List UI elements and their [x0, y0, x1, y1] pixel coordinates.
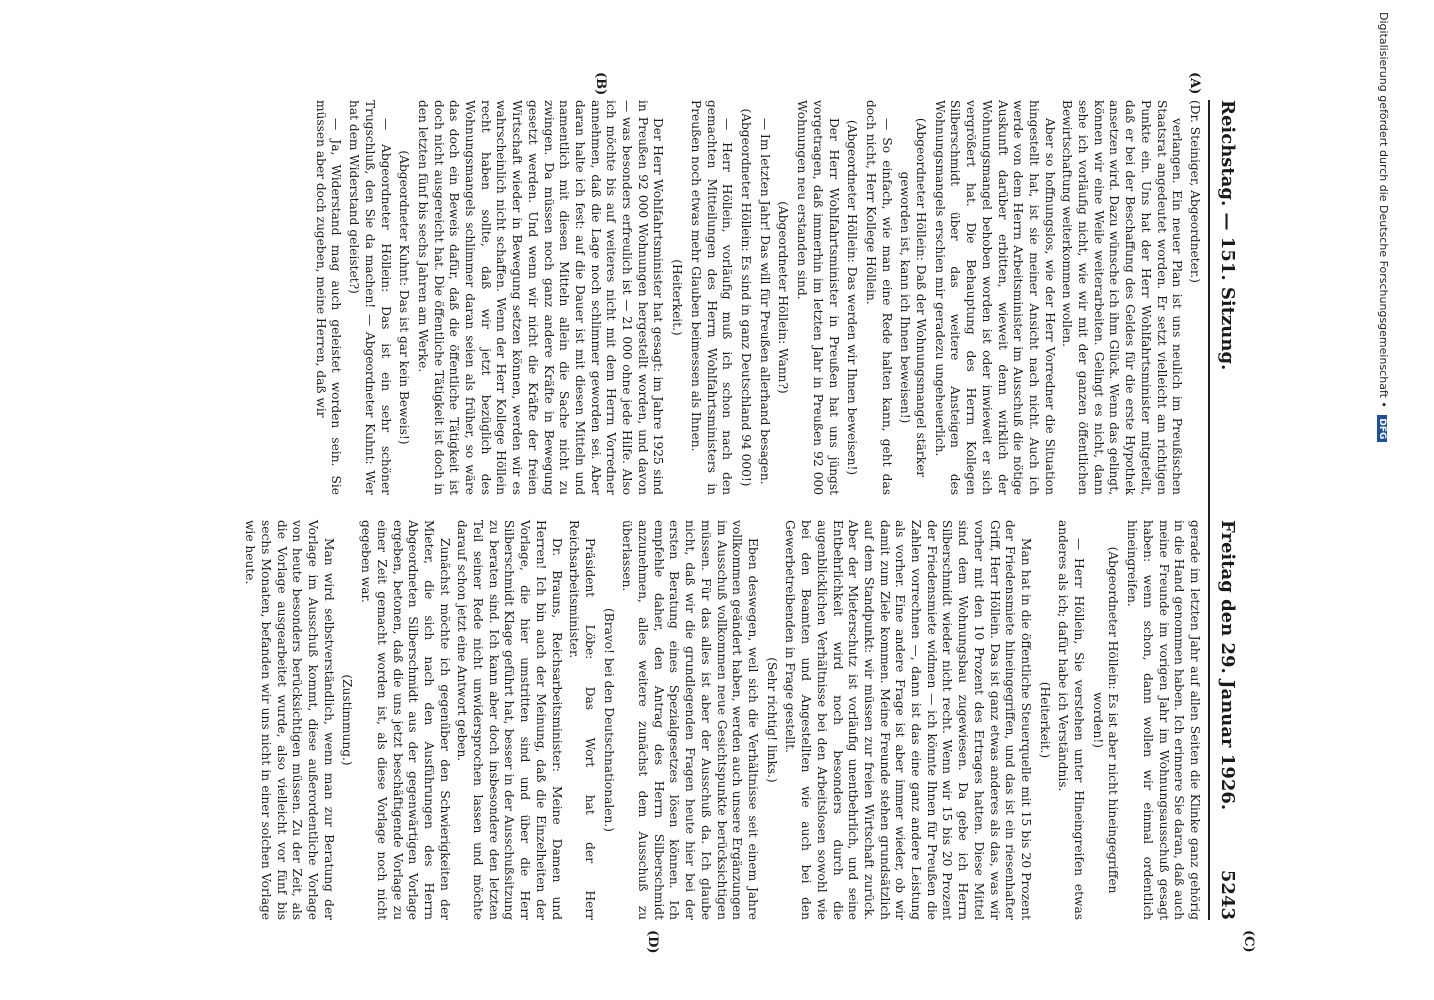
interjection: (Abgeordneter Kuhnt: Das ist gar kein Beweis!) [397, 150, 412, 445]
paragraph: Aber so hoffnungslos, wie der Herr Vorredner die Situation hingestellt hat, ist sie meiner Ansicht nach nicht. Auch ich werde von dem Herrn Arbeitsminister im Ausschuß die nötige Auskunft darüber erbitten, wieweit denn wirklich der Wohnungsmangel behoben worden ist oder inwieweit er sich vergrößert hat. Die Behauptung des Herrn Kollegen Silberschmidt über das weitere Ansteigen des Wohnungsmangels erschien mir geradezu ungeheuerlich. [932, 100, 1057, 495]
margin-marker-d: (D) [645, 930, 660, 954]
paragraph: — Ja, Widerstand mag auch geleistet worden sein. Sie müssen aber doch zugeben, meine Herren, daß wir [313, 100, 344, 495]
reaction: (Heiterkeit.) [1037, 681, 1052, 759]
paragraph: Man hat in die öffentliche Steuerquelle mit 15 bis 20 Prozent der Friedensmiete hineingegriffen, und das ist ein riesenhafter Griff, Herr Höllein. Das ist ganz etwas anderes als das, was wir vorher mit den 10 Prozent des Ertrages hatten. Diese Mittel sind dem Wohnungsbau zugewiesen. Da gebe ich Herrn Silberschmidt wieder nicht recht. Wenn wir 15 bis 20 Prozent der Friedensmiete widmen — ich könnte Ihnen für Preußen die Zahlen vorrechnen —, dann ist das eine ganz andere Leistung als vorher. Eine andere Frage ist aber immer wieder, ob wir damit zum Ziele kommen. Meine Freunde stehen grundsätzlich auf dem Standpunkt: wir müssen zur freien Wirtschaft zurück. Aber der Mieterschutz ist vorläufig unentbehrlich, und seine Entbehrlichkeit wird noch besonders durch die augenblicklichen Verhältnisse bei den Arbeitslosen sowohl wie bei den Beamten und Angestellten wie auch bei den Gewerbetreibenden in Frage gestellt. [783, 520, 1033, 920]
interjection: — Abgeordneter Höllein: Das ist ein sehr schöner Trugschluß, den Sie da machen! — Abgeordneter Kuhnt: Wer hat dem Widerstand geleistet?) [347, 100, 393, 495]
paragraph: — Im letzten Jahr! Das will für Preußen allerhand besagen. [757, 118, 772, 485]
paragraph: gerade im letzten Jahr auf allen Seiten die Klinke ganz gehörig in die Hand genommen haben. Ich erinnere Sie daran, daß auch meine Freunde im vorigen Jahr im Wohnungsausschuß gesagt haben: wenn schon, dann wollen wir einmal ordentlich hineingreifen. [1125, 520, 1202, 920]
speaker-paragraph: Dr. Brauns, Reichsarbeitsminister: Meine Damen und Herren! Ich bin auch der Meinung, daß die Einzelheiten der Vorlage, die hier umstritten sind und über die Herr Silberschmidt Klage geführt hat, besser in der Ausschußsitzung zu beraten sind. Ich kann aber doch insbesondere den letzten Teil seiner Rede nicht unwidersprochen lassen und möchte darauf schon jetzt eine Antwort geben. [455, 520, 564, 920]
stamp-text-wrapper [1374, 12, 1390, 972]
paragraph: Zunächst möchte ich gegenüber den Schwierigkeiten der Mieter, die sich nach den Ausführungen des Herrn Abgeordneten Silberschmidt aus der gegenwärtigen Vorlage ergeben, betonen, daß die uns jetzt beschäftigende Vorlage zu einer Zeit gemacht worden ist, als diese Vorlage noch nicht gegeben war. [359, 520, 452, 920]
reaction: (Sehr richtig! links.) [764, 657, 779, 783]
stamp-text: Digitalisierung gefördert durch die Deutsche Forschungsgemeinschaft • [1377, 12, 1390, 408]
paragraph: Man wird selbstverständlich, wenn man zur Beratung der Vorlage im Ausschuß kommt, diese außerordentliche Vorlage von heute besonders berücksichtigen müssen. Zu der Zeit, als die Vorlage ausgearbeitet wurde, also vielleicht vor fünf bis sechs Monaten, befanden wir uns nicht in einer solchen Vorlage wie heute. [243, 520, 336, 920]
reaction: (Zustimmung.) [340, 674, 355, 766]
header-left: Reichstag. — 151. Sitzung. [1217, 100, 1238, 371]
president-statement: Präsident Löbe: Das Wort hat der Herr Reichsarbeitsminister. [567, 520, 597, 920]
margin-marker-b: (B) [593, 72, 608, 96]
paragraph: — Herr Höllein, Sie verstehen unter Hineingreifen etwas anderes als ich; dafür habe ich Verständnis. [1056, 520, 1087, 920]
reaction: (Heiterkeit.) [670, 259, 685, 336]
reaction: (Bravo! bei den Deutschnationalen.) [601, 608, 616, 832]
margin-marker-a: (A) [1187, 72, 1202, 95]
column-left [310, 100, 1202, 495]
margin-marker-c: (C) [1241, 930, 1256, 953]
page-header [1208, 100, 1240, 920]
digitization-stamp [1328, 0, 1434, 1000]
paragraph: Der Herr Wohlfahrtsminister hat gesagt: im Jahre 1925 sind in Preußen 92 000 Wohnungen hergestellt worden, und davon — was besonders erfreulich ist — 21 000 ohne jede Hilfe. Also ich möchte bis auf weiteres nicht mit dem Herrn Vorredner annehmen, daß die Lage noch schlimmer geworden sei. Aber daran halte ich fest: auf die Dauer ist mit diesen Mitteln und namentlich mit diesen Mitteln allein die Sache nicht zu zwingen. Da müssen noch ganz andere Kräfte in Bewegung gesetzt werden. Und wenn wir nicht die Kräfte der freien Wirtschaft wieder in Bewegung setzen können, werden wir es wahrscheinlich nicht schaffen. Wenn der Herr Kollege Höllein recht haben sollte, daß wir jetzt bezüglich des Wohnungsmangels schlimmer daran seien als früher, so wäre das doch ein Beweis dafür, daß die öffentliche Tätigkeit ist doch nicht ausgereicht hat. Die öffentliche Tätigkeit ist doch in den letzten fünf bis sechs Jahren am Werke. [415, 100, 666, 495]
paragraph: Der Herr Wohlfahrtsminister in Preußen hat uns jüngst vorgetragen, daß immerhin im letzten Jahr in Preußen 92 000 Wohnungen neu erstanden sind. [795, 100, 841, 495]
paragraph: — So einfach, wie man eine Rede halten kann, geht das doch nicht, Herr Kollege Höllein. [863, 100, 894, 495]
interjection: (Abgeordneter Höllein: Das werden wir Ihnen beweisen!) [845, 119, 860, 476]
interjection: (Abgeordneter Höllein: Wann?) [776, 201, 791, 394]
interjection: (Abgeordneter Höllein: Es sind in ganz Deutschland 94 000!) [739, 108, 754, 487]
page-number: 5243 [1217, 869, 1238, 920]
column-right [240, 520, 1202, 920]
paragraph: — Herr Höllein, vorläufig muß ich schon nach den gemachten Mitteilungen des Herrn Wohlfahrtsministers in Preußen noch etwas mehr Glauben beimessen als Ihnen. [688, 100, 735, 495]
interjection: (Abgeordneter Höllein: Es ist aber nicht hineingegriffen worden!) [1090, 546, 1121, 894]
paragraph: Eben deswegen, weil sich die Verhältnisse seit einem Jahre vollkommen geändert haben, werden auch unsere Ergänzungen im Ausschuß vollkommen neue Gesichtspunkte berücksichtigen müssen. Für das alles ist aber der Ausschuß da. Ich glaube nicht, daß wir die grundlegenden Fragen heute hier bei der ersten Beratung eines Spezialgesetzes lösen können. Ich empfehle daher, den Antrag des Herrn Silberschmidt anzunehmen, alles weitere zunächst dem Ausschuß zu überlassen. [620, 520, 761, 920]
header-date: Freitag den 29. Januar 1926. [1217, 520, 1238, 811]
speaker-continuation: (Dr. Steiniger, Abgeordneter.) [1188, 100, 1202, 283]
dfg-logo: DFG [1377, 415, 1387, 442]
paragraph: verlangen. Ein neuer Plan ist uns neulich im Preußischen Staatsrat angedeutet worden. Er setzt vielleicht am richtigen Punkte ein. Uns hat der Herr Wohlfahrtsminister mitgeteilt, daß er bei der Beschaffung des Geldes für die erste Hypothek ansetzen wird. Dazu wünsche ich ihm Glück. Wenn das gelingt, können wir eine Weile weiterarbeiten. Gelingt es nicht, dann sehe ich vorläufig nicht, wie wir mit der ganzen öffentlichen Bewirtschaftung weiterkommen wollen. [1060, 100, 1185, 495]
interjection: (Abgeordneter Höllein: Daß der Wohnungsmangel stärker geworden ist, kann ich Ihnen beweisen!) [898, 117, 929, 478]
